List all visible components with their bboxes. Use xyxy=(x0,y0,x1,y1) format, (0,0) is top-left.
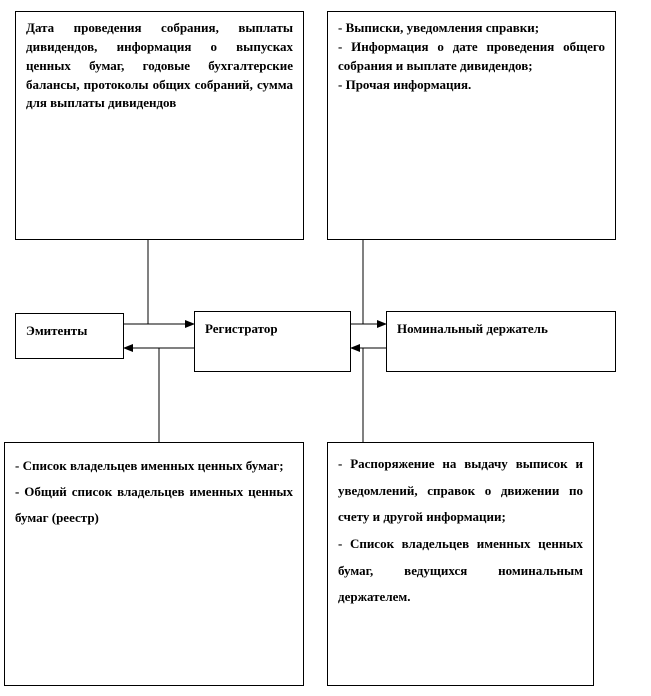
info-text-bottom-left xyxy=(15,453,293,531)
info-line: - Общий список владельцев именных ценных бумаг (реестр) xyxy=(15,484,293,525)
node-registrar xyxy=(194,311,351,372)
node-nominee xyxy=(386,311,616,372)
info-line: - Информация о дате проведения общего собрания и выплате дивидендов; xyxy=(338,38,605,73)
info-box-bottom-right xyxy=(327,442,594,686)
info-line: Дата проведения собрания, выплаты дивидендов, информация о выпусках ценных бумаг, годовые бухгалтерские балансы, протоколы общих собраний, сумма для выплаты дивидендов xyxy=(26,20,293,111)
node-emitters-label: Эмитенты xyxy=(26,323,88,338)
info-text-top-right xyxy=(338,19,605,94)
info-text-bottom-right xyxy=(338,451,583,611)
info-box-bottom-left xyxy=(4,442,304,686)
info-line: - Прочая информация. xyxy=(338,76,472,92)
node-emitters xyxy=(15,313,124,359)
info-text-top-left xyxy=(26,19,293,113)
info-line: - Список владельцев именных ценных бумаг; xyxy=(15,458,284,473)
info-box-top-right xyxy=(327,11,616,240)
info-line: - Список владельцев именных ценных бумаг, ведущихся номинальным держателем. xyxy=(338,535,583,605)
info-line: - Выписки, уведомления справки; xyxy=(338,20,540,35)
info-line: - Распоряжение на выдачу выписок и уведомлений, справок о движении по счету и другой информации; xyxy=(338,456,583,525)
info-box-top-left xyxy=(15,11,304,240)
node-registrar-label: Регистратор xyxy=(205,321,278,336)
node-nominee-label: Номинальный держатель xyxy=(397,321,548,336)
